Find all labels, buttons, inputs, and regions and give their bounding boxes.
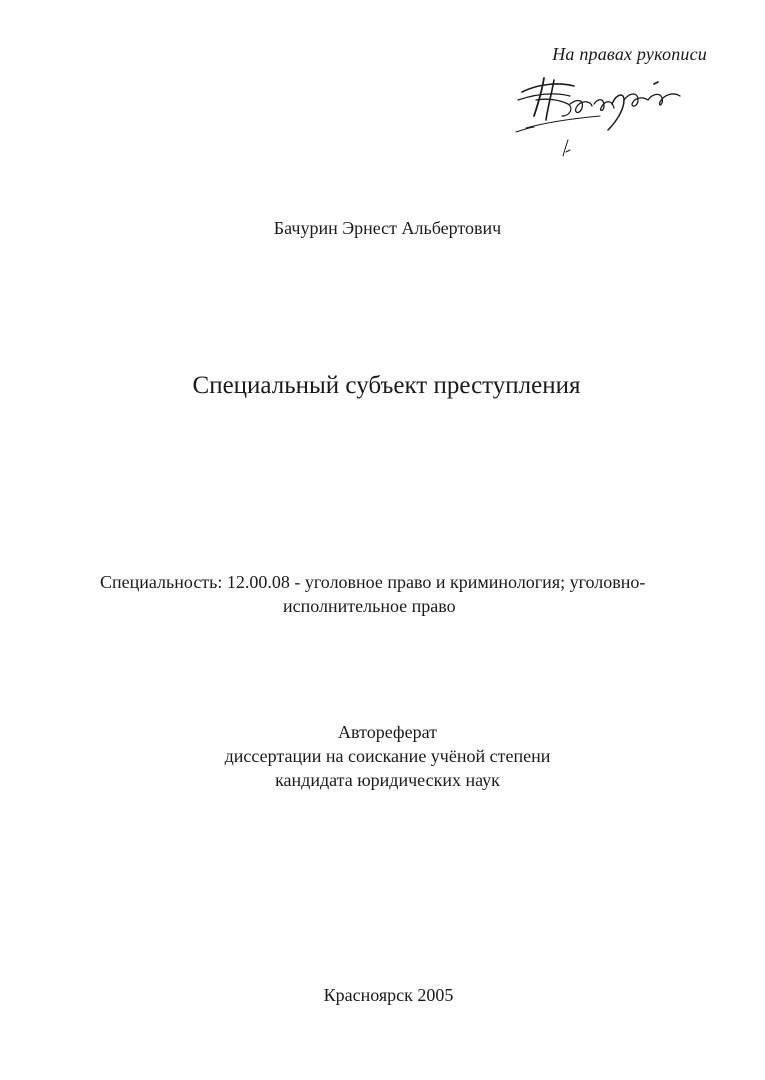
specialty-line-1: Специальность: 12.00.08 - уголовное право и криминология; уголовно- [100,572,646,592]
specialty-line-2: исполнительное право [283,596,456,616]
abstract-line-1: Автореферат [338,722,437,742]
manuscript-note: На правах рукописи [552,44,707,64]
dissertation-title: Специальный субъект преступления [192,372,581,399]
signature-icon [508,70,698,165]
abstract-line-2: диссертации на соискание учёной степени [224,746,551,766]
author-name: Бачурин Эрнест Альбертович [273,218,502,238]
abstract-block [0,720,765,792]
place-year: Красноярск 2005 [323,985,454,1005]
abstract-line-3: кандидата юридических наук [275,770,500,790]
specialty-block [100,570,700,618]
